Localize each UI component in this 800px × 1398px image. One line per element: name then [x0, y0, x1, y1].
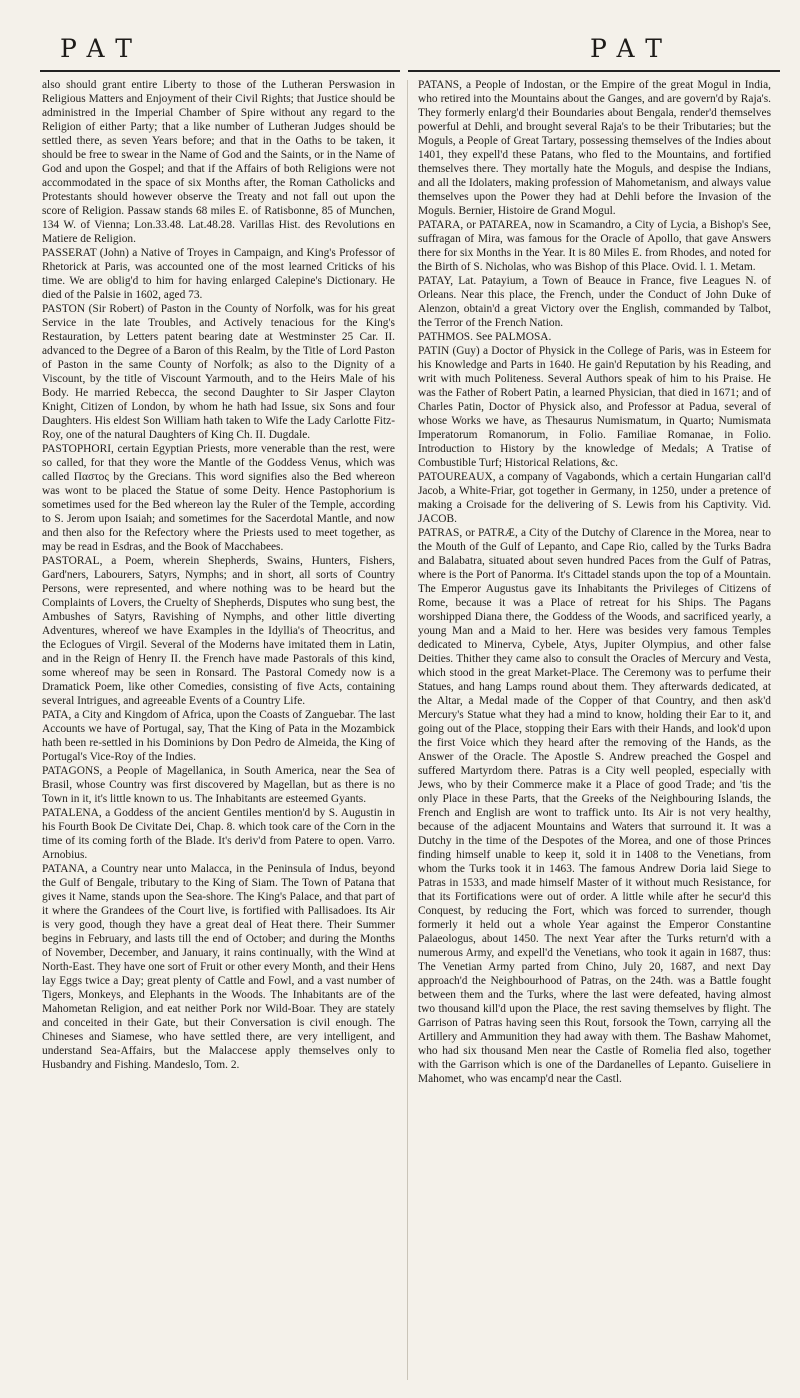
entry-passaw-end: also should grant entire Liberty to those of the Lutheran Perswasion in Religious Matters and Enjoyment of their Civil Rights; that Justice should be administred in the Imperial Chamber of Spire without any regard to the Religion of either Party; that a like number of Lutheran Judges should be settled there, as seven Years before; and that in the Oaths to be taken, it should be free to swear in the Name of God and the Saints, or in the Name of God and upon the Gospel; and that if the Affairs of both Religions were not accommodated in the space of six Months after, the Roman Catholicks and Protestants should however observe the Treaty and not fall out upon the score of Religion. Passaw stands 68 miles E. of Ratisbonne, 85 of Munchen, 134 W. of Vienna; Lon.33.48. Lat.48.28. Varillas Hist. des Revolutions en Matiere de Religion.	[42, 79, 395, 245]
entry-pastoral: PASTORAL, a Poem, wherein Shepherds, Swains, Hunters, Fishers, Gard'ners, Labourers, Satyrs, Nymphs; and in short, all sorts of Country Persons, were represented, and where nothing was to be heard but the Complaints of Lovers, the Cruelty of Shepherds, Disputes who sung best, the Ambushes of Satyrs, Ravishing of Nymphs, and other little diverting Adventures, whereof we have Examples in the Idyllia's of Theocritus, and the Eclogues of Virgil. Several of the Moderns have imitated them in Latin, and in the Reign of Henry II. the French have made Pastorals of this kind, some whereof may be seen in Ronsard. The Pastoral Comedy now is a Dramatick Poem, like other Comedies, consisting of five Acts, containing several Intrigues, and agreeable Events of a Country Life.	[42, 555, 395, 707]
running-head-right: PAT	[590, 34, 674, 63]
left-column	[42, 78, 395, 1393]
entry-patagons: PATAGONS, a People of Magellanica, in South America, near the Sea of Brasil, whose Country was first discovered by Magellan, but as there is no Town in it, it's little known to us. The Inhabitants are esteemed Gyants.	[42, 765, 395, 805]
entry-patara: PATARA, or PATAREA, now in Scamandro, a City of Lycia, a Bishop's See, suffragan of Mira, was famous for the Oracle of Apollo, that gave Answers there for six Months in the Year. It is 80 Miles E. from Rhodes, and noted for the Birth of S. Nicholas, who was Bishop of this Place. Ovid. l. 1. Metam.	[418, 219, 771, 273]
entry-patans: PATANS, a People of Indostan, or the Empire of the great Mogul in India, who retired into the Mountains about the Ganges, and are govern'd by Raja's. They formerly enlarg'd their Boundaries about Bengala, render'd themselves powerful at Dehli, and brought several Raja's to be their Tributaries; but the Moguls, a People of Great Tartary, possessing themselves of the Indies about 1401, they expell'd these Patans, who fled to the Mountains, and fortified themselves there. They mortally hate the Moguls, and despise the Indians, and all the Idolaters, making profession of Mahometanism, and always value themselves upon the Power they had at Dehli before the Invasion of the Moguls. Bernier, Histoire de Grand Mogul.	[418, 79, 771, 217]
column-divider	[407, 80, 408, 1380]
entry-pata: PATA, a City and Kingdom of Africa, upon the Coasts of Zanguebar. The last Accounts we have of Portugal, say, That the King of Pata in the Mozambick hath been re-settled in his Dominions by Don Pedro de Almeida, the King of Portugal's Vice-Roy of the Indies.	[42, 709, 395, 763]
entry-patoureaux: PATOUREAUX, a company of Vagabonds, which a certain Hungarian call'd Jacob, a White-Friar, got together in Germany, in 1250, under a pretence of making a Croisade for the delivering of S. Lewis from his Captivity. Vid. JACOB.	[418, 471, 771, 525]
running-head-left: PAT	[60, 34, 144, 63]
header-rule-right	[408, 70, 780, 72]
entry-patana: PATANA, a Country near unto Malacca, in the Peninsula of Indus, beyond the Gulf of Bengale, tributary to the King of Siam. The Town of Patana that gives it Name, stands upon the Sea-shore. The King's Palace, and that part of it where the Grandees of the Court live, is fortified with Pallisadoes. Its Air is very good, though they have a great deal of Heat there. Their Summer begins in February, and lasts till the end of October; and during the Months of November, December, and January, it rains continually, with the Wind at North-East. They have one sort of Fruit or other every Month, and their Hens lay Eggs twice a Day; great plenty of Cattle and Fowl, and a vast number of Tigers, Monkeys, and Elephants in the Woods. The Inhabitants are of the Mahometan Religion, and eat neither Pork nor Wild-Boar. They are stately and conceited in their Gate, but their Conversation is civil enough. The Chineses and Siamese, who have settled there, are very intelligent, and understand Sea-Affairs, but the Malaccese apply themselves only to Husbandry and Fishing. Mandeslo, Tom. 2.	[42, 863, 395, 1071]
entry-patay: PATAY, Lat. Patayium, a Town of Beauce in France, five Leagues N. of Orleans. Near this place, the French, under the Conduct of John Duke of Alenzon, obtain'd a great Victory over the English, commanded by Talbot, the Terror of the French Nation.	[418, 275, 771, 329]
entry-patras: PATRAS, or PATRÆ, a City of the Dutchy of Clarence in the Morea, near to the Mouth of the Gulf of Lepanto, and Cape Rio, called by the Turks Badra and Balabatra, situated about seven hundred Paces from the Gulf of Patras, where is the Port of Panorma. It's Cittadel stands upon the top of a Mountain. The Emperor Augustus gave its Inhabitants the Privileges of Citizens of Rome, because it was a Place of retreat for his Ships. The Pagans worshipped Diana there, the Goddess of the Woods, and sacrificed yearly, a young Man and a Maid to her. Here was besides very famous Temples dedicated to Minerva, Cybele, Atys, Jupiter Olympius, and other false Deities. Thither they came also to consult the Oracles of Mercury and Vesta, which stood in the great Market-Place. The Ceremony was to perfume their Statues, and hang Lamps round about them. They afterwards dedicated, at the Altar, a Medal made of the Copper of that Country, and then ask'd Mercury's Statue what they had a mind to know, holding their Ear to it, and going out of the Place, stopping their Ears with their Hands, and look'd upon the first Voice which they heard after the removing of the Hands, as the Answer of the Oracle. The Apostle S. Andrew preached the Gospel and suffered Martyrdom there. Patras is a City well peopled, especially with Jews, who by their Commerce make it a Place of good Trade; and 'tis the only Place in these Parts, that the Greeks of the Neighbouring Islands, the French and English are wont to traffick unto. Its Air is not very healthy, because of the adjacent Mountains and Waters that surround it. It was a Dutchy in the time of the Despotes of the Morea, and one of those Princes finding himself unable to keep it, sold it in 1408 to the Venetians, from whom the Turks took it in 1463. The famous Andrew Doria laid Siege to Patras in 1533, and made himself Master of it without much Resistance, for that its Fortifications were out of order. A little while after he secur'd this Conquest, by reducing the Fort, which was forced to surrender, though formerly it held out a whole Year against the Emperor Constantine Palaeologus, about 1450. The next Year after the Turks return'd with a numerous Army, and expell'd the Venetians, who took it again in 1687, thus: The Venetian Army parted from Chino, July 20, 1687, and next Day approach'd the Neighbourhood of Patras, on the 24th. was a Battle fought between them and the Turks, where the last were defeated, having almost two thousand kill'd upon the Place, the rest saving themselves by flight. The Garrison of Patras having seen this Rout, forsook the Town, carrying all the Artillery and Ammunition they had away with them. The Bashaw Mahomet, who had six thousand Men near the Castle of Romelia fled also, together with the Garrison which is one of the Dardanelles of Lepanto. Guiseliere in Mahomet, who was encamp'd near the Castl.	[418, 527, 771, 1085]
entry-paston: PASTON (Sir Robert) of Paston in the County of Norfolk, was for his great Service in the late Troubles, and Actively tenacious for the King's Restauration, by Letters patent bearing date at Westminster 25 Car. II. advanced to the Degree of a Baron of this Realm, by the Title of Lord Paston of Paston in the same County of Norfolk; as also to the Dignity of a Viscount, by the title of Viscount Yarmouth, and to the Heirs Male of his Body. He married Rebecca, the second Daughter to Sir Jasper Clayton Knight, Citizen of London, by whom he hath had Issue, six Sons and four Daughters. His eldest Son William hath taken to Wife the Lady Carlotte Fitz-Roy, one of the natural Daughters of King Ch. II. Dugdale.	[42, 303, 395, 441]
header-rule-left	[40, 70, 400, 72]
entry-pathmos: PATHMOS. See PALMOSA.	[418, 331, 552, 343]
entry-pastophori: PASTOPHORI, certain Egyptian Priests, more venerable than the rest, were so called, for that they wore the Mantle of the Goddess Venus, which was called Παστος by the Grecians. This word signifies also the Bed whereon was wont to be placed the Statue of some Deity. Hence Pastophorium is sometimes used for the Bed whereon lay the Ruler of the Temple, according to S. Jerom upon Isaiah; and sometimes for the Sacerdotal Mantle, and now and then also for the Refectory where the Priests used to meet together, as may be read in Esdras, and the Book of Macchabees.	[42, 443, 395, 553]
right-column	[418, 78, 771, 1393]
entry-passerat: PASSERAT (John) a Native of Troyes in Campaign, and King's Professor of Rhetorick at Paris, was accounted one of the most learned Criticks of his time. We are oblig'd to him for having enlarged Calepine's Dictionary. He died of the Palsie in 1602, aged 73.	[42, 247, 395, 301]
page-header	[0, 0, 800, 70]
entry-patin: PATIN (Guy) a Doctor of Physick in the College of Paris, was in Esteem for his Knowledge and Parts in 1640. He gain'd Reputation by his Reading, and writ with much Politeness. Several Authors speak of him to his Praise. He was the Father of Robert Patin, a learned Physician, that died in 1671; and of Charles Patin, Doctor of Physick also, and Professor at Padua, several of whose Works we have, as Thesaurus Numismatum, in Quarto; Numismata Imperatorum Romanorum, in Folio. Familiae Romanae, in Folio. Introduction to History by the knowledge of Medals; A Tratise of Combustible Turf; Historical Relations, &c.	[418, 345, 771, 469]
entry-patalena: PATALENA, a Goddess of the ancient Gentiles mention'd by S. Augustin in his Fourth Book De Civitate Dei, Chap. 8. which took care of the Corn in the time of its coming forth of the Blade. It's deriv'd from Patere to open. Varro. Arnobius.	[42, 807, 395, 861]
